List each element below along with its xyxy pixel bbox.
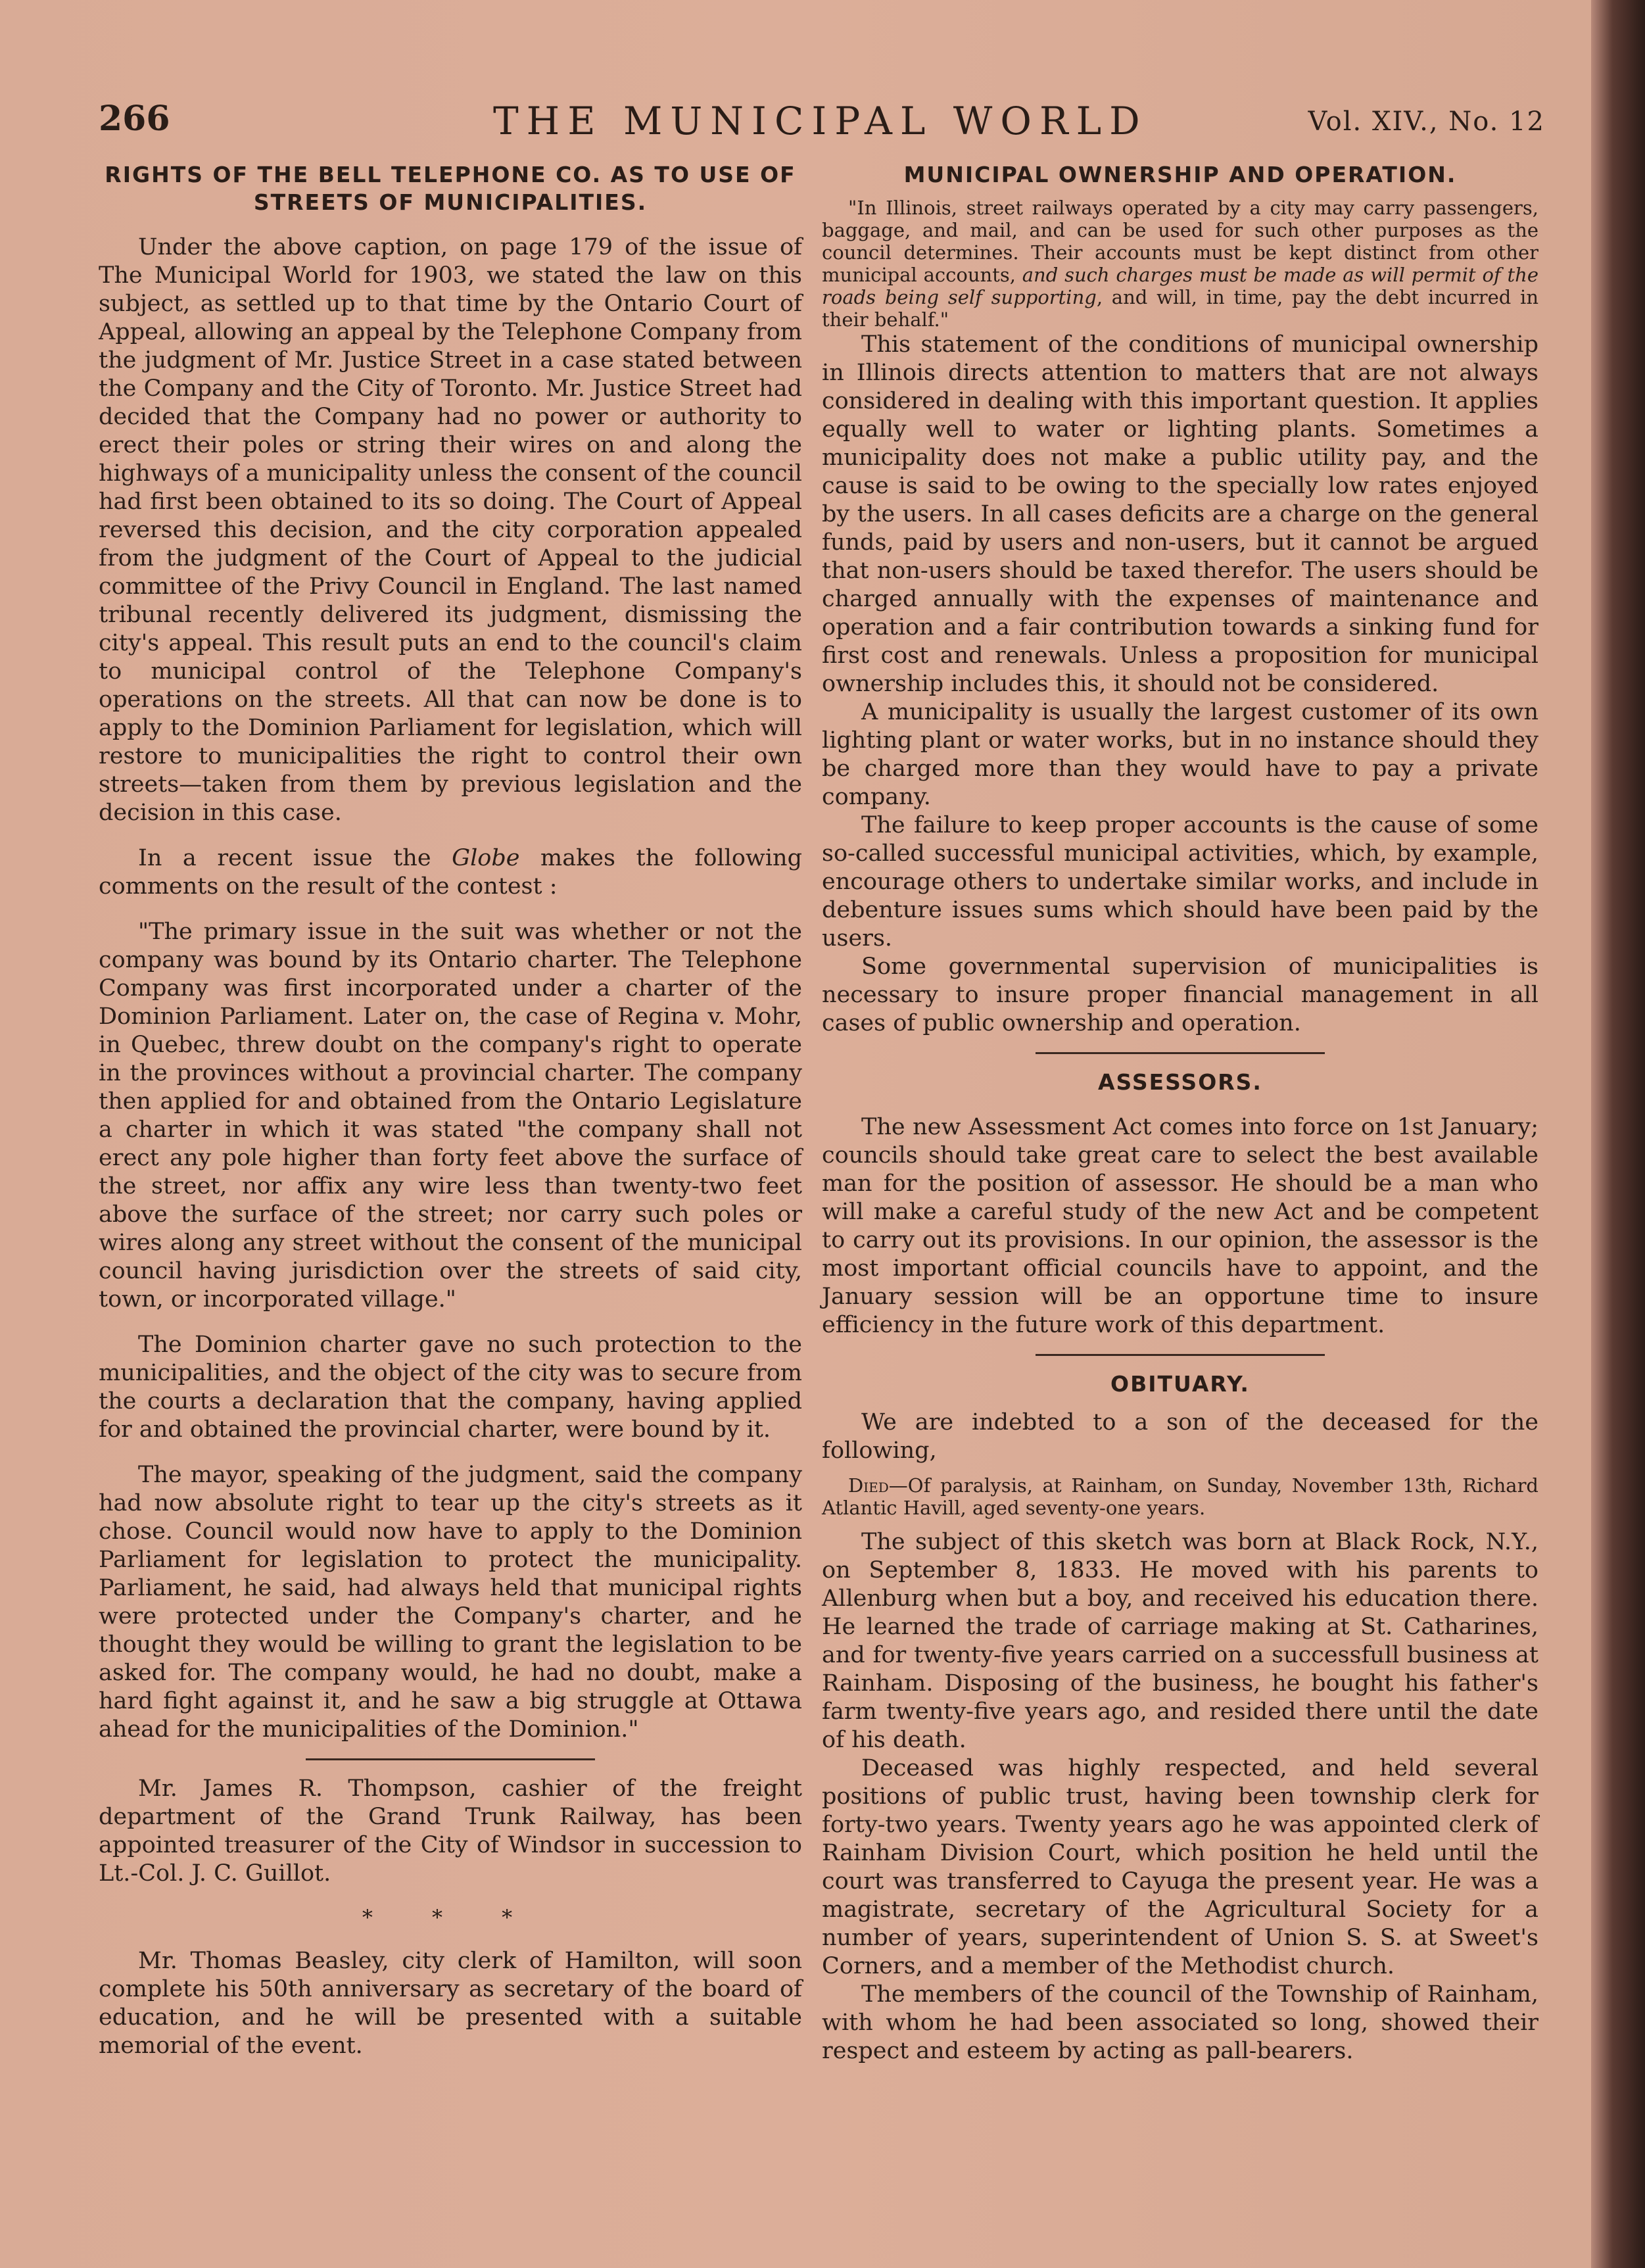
paragraph: The subject of this sketch was born at Black Rock, N.Y., on September 8, 1833. He moved with his parents to Allenburg when but a boy, and received his education there. He learned the trade of carriage making at St. Catharines, and for twenty-five years carried on a successfull business at Rainham. Disposing of the business, he bought his father's farm twenty-five years ago, and resided there until the date of his death. [822, 1529, 1538, 1753]
quotation: "The primary issue in the suit was whether or not the company was bound by its Ontario charter. The Telephone Company was first incorporated under a charter of the Dominion Parliament. Later on, the case of Regina v. Mohr, in Quebec, threw doubt on the company's right to operate in the provinces without a provincial charter. The company then applied for and obtained from the Ontario Legislature a charter in which it was stated "the company shall not erect any pole higher than forty feet above the surface of the street, nor affix any wire less than twenty-two feet above the surface of the street; nor carry such poles or wires along any street without the consent of the municipal council having jurisdiction over the streets of said city, town, or incorporated village." [99, 919, 802, 1313]
paragraph: In a recent issue the Globe makes the following comments on the result of the contest : [99, 845, 803, 900]
quotation: "In Illinois, street railways operated by a city may carry passengers, baggage, and mail, and can be used for such other purposes as the council determines. Their accounts must be kept distinct from other municipal accounts, and such charges must be made as will permit of the roads being self supporting, and will, in time, pay the debt incurred in their behalf." [822, 197, 1539, 331]
paragraph: The members of the council of the Township of Rainham, with whom he had been associated so long, showed their respect and esteem by acting as pall-bearers. [822, 1981, 1538, 2064]
article-title-assessors: ASSESSORS. [1098, 1069, 1262, 1095]
paragraph: Mr. Thomas Beasley, city clerk of Hamilton, will soon complete his 50th anniversary as secretary of the board of education, and he will be presented with a suitable memorial of the event. [99, 1948, 802, 2059]
page-number: 266 [99, 99, 170, 139]
paragraph: We are indebted to a son of the deceased for the following, [822, 1409, 1538, 1464]
right-column [822, 161, 1538, 2065]
volume-number: Vol. XIV., No. 12 [1308, 107, 1545, 137]
article-title-municipal-ownership: MUNICIPAL OWNERSHIP AND OPERATION. [903, 162, 1457, 187]
paragraph: The Dominion charter gave no such protection to the municipalities, and the object of the city was to secure from the courts a declaration that the company, having applied for and obtained the provincial charter, were bound by it. [99, 1332, 802, 1443]
section-stars: * * * [362, 1905, 539, 1930]
paragraph: Under the above caption, on page 179 of the issue of The Municipal World for 1903, we stated the law on this subject, as settled up to that time by the Ontario Court of Appeal, allowing an appeal by the Telephone Company from the judgment of Mr. Justice Street in a case stated between the Company and the City of Toronto. Mr. Justice Street had decided that the Company had no power or authority to erect their poles or string their wires on and along the highways of a municipality unless the consent of the council had first been obtained to its so doing. The Court of Appeal reversed this decision, and the city corporation appealed from the judgment of the Court of Appeal to the judicial committee of the Privy Council in England. The last named tribunal recently delivered its judgment, dismissing the city's appeal. This result puts an end to the council's claim to municipal control of the Telephone Company's operations on the streets. All that can now be done is to apply to the Dominion Parliament for legislation, which will restore to municipalities the right to control their own streets—taken from them by previous legislation and the decision in this case. [99, 234, 802, 826]
paragraph: Mr. James R. Thompson, cashier of the freight department of the Grand Trunk Railway, has been appointed treasurer of the City of Windsor in succession to Lt.-Col. J. C. Guillot. [99, 1775, 802, 1887]
paragraph: The new Assessment Act comes into force on 1st January; councils should take great care to select the best available man for the position of assessor. He should be a man who will make a careful study of the new Act and be competent to carry out its provisions. In our opinion, the assessor is the most important official councils have to appoint, and the January session will be an opportune time to insure efficiency in the future work of this department. [822, 1114, 1538, 1338]
page-header [99, 99, 1545, 158]
globe-name: Globe [452, 845, 520, 871]
paragraph: This statement of the conditions of municipal ownership in Illinois directs attention to matters that are not always considered in dealing with this important question. It applies equally well to water or lighting plants. Sometimes a municipality does not make a public utility pay, and the cause is said to be owing to the specially low rates enjoyed by the users. In all cases deficits are a charge on the general funds, paid by users and non-users, but it cannot be argued that non-users should be taxed therefor. The users should be charged annually with the expenses of maintenance and operation and a fair contribution towards a sinking fund for first cost and renewals. Unless a proposition for municipal ownership includes this, it should not be considered. [822, 331, 1538, 697]
masthead: THE MUNICIPAL WORLD [493, 99, 1148, 143]
left-column [99, 161, 802, 2060]
article-title-bell-telephone: RIGHTS OF THE BELL TELEPHONE CO. AS TO USE OF STREETS OF MUNICIPALITIES. [105, 162, 796, 215]
paragraph: Deceased was highly respected, and held several positions of public trust, having been township clerk for forty-two years. Twenty years ago he was appointed clerk of Rainham Division Court, which position he held until the court was transferred to Cayuga the present year. He was a magistrate, secretary of the Agricultural Society for a number of years, superintendent of Union S. S. at Sweet's Corners, and a member of the Methodist church. [822, 1755, 1538, 1979]
paragraph: The mayor, speaking of the judgment, said the company had now absolute right to tear up the city's streets as it chose. Council would now have to apply to the Dominion Parliament for legislation to protect the municipality. Parliament, he said, had always held that municipal rights were protected under the Company's charter, and he thought they would be willing to grant the legislation to be asked for. The company would, he had no doubt, make a hard fight against it, and he saw a big struggle at Ottawa ahead for the municipalities of the Dominion." [99, 1462, 802, 1743]
death-notice: Died—Of paralysis, at Rainham, on Sunday, November 13th, Richard Atlantic Havill, aged seventy-one years. [822, 1474, 1538, 1519]
paragraph: The failure to keep proper accounts is the cause of some so-called successful municipal activities, which, by example, encourage others to undertake similar works, and include in debenture issues sums which should have been paid by the users. [822, 812, 1538, 952]
paragraph: A municipality is usually the largest customer of its own lighting plant or water works, but in no instance should they be charged more than they would have to pay a private company. [822, 699, 1538, 810]
divider [306, 1758, 595, 1760]
paragraph: Some governmental supervision of municipalities is necessary to insure proper financial management in all cases of public ownership and operation. [822, 953, 1538, 1036]
book-spine [1591, 0, 1645, 2268]
divider [1036, 1354, 1325, 1356]
article-title-obituary: OBITUARY. [1110, 1371, 1250, 1397]
divider [1036, 1052, 1325, 1054]
